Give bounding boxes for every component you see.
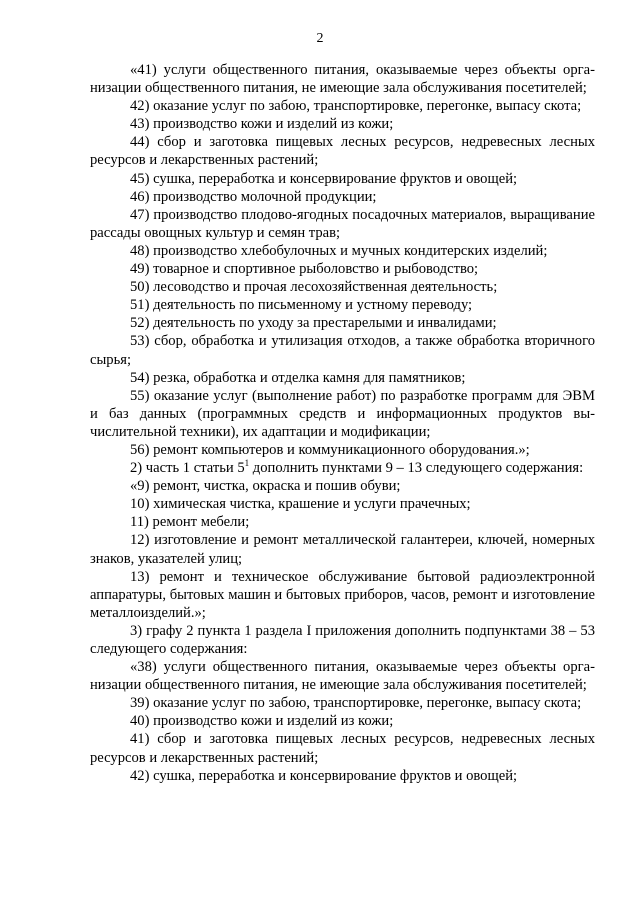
list-item: 12) изготовление и ремонт металлической галантереи, ключей, номерных знаков, указателей улиц; xyxy=(90,532,595,567)
list-item: «38) услуги общественного питания, оказываемые через объекты организации общественного питания, не имеющие зала обслуживания посетителей; xyxy=(90,659,595,694)
list-item: 46) производство молочной продукции; xyxy=(130,188,377,205)
list-item: 10) химическая чистка, крашение и услуги прачечных; xyxy=(130,496,471,513)
amendment-paragraph: 3) графу 2 пункта 1 раздела I приложения дополнить подпунктами 38 – 53 следующего содержания: xyxy=(90,622,595,657)
amendment-text-before: 2) часть 1 статьи 5 xyxy=(130,460,245,477)
list-item: 13) ремонт и техническое обслуживание бытовой радиоэлектронной аппаратуры, бытовых машин и бытовых приборов, часов, ремонт и изготовление металлоизделий.»; xyxy=(90,568,595,621)
list-item: 45) сушка, переработка и консервирование фруктов и овощей; xyxy=(130,170,518,187)
list-item: 42) сушка, переработка и консервирование фруктов и овощей; xyxy=(130,767,518,784)
list-item: 11) ремонт мебели; xyxy=(130,514,250,531)
list-item: 47) производство плодово-ягодных посадочных материалов, выращивание рассады овощных культур и семян трав; xyxy=(90,206,595,241)
list-item: 54) резка, обработка и отделка камня для памятников; xyxy=(130,369,466,386)
document-body xyxy=(90,61,595,785)
list-item: 41) сбор и заготовка пищевых лесных ресурсов, недревесных лесных ресурсов и лекарственных растений; xyxy=(90,731,595,766)
amendment-paragraph xyxy=(90,459,595,477)
list-item: 44) сбор и заготовка пищевых лесных ресурсов, недревесных лесных ресурсов и лекарственных растений; xyxy=(90,134,595,169)
list-item: 55) оказание услуг (выполнение работ) по разработке программ для ЭВМ и баз данных (программных средств и информационных продуктов вычислительной техники), их адаптации и модификации; xyxy=(90,387,595,440)
list-item: 53) сбор, обработка и утилизация отходов, а также обработка вторичного сырья; xyxy=(90,333,595,368)
list-item: «41) услуги общественного питания, оказываемые через объекты организации общественного питания, не имеющие зала обслуживания посетителей; xyxy=(90,62,595,97)
list-item: 56) ремонт компьютеров и коммуникационного оборудования.»; xyxy=(130,441,530,458)
list-item: «9) ремонт, чистка, окраска и пошив обуви; xyxy=(130,478,401,495)
list-item: 50) лесоводство и прочая лесохозяйственная деятельность; xyxy=(130,279,498,296)
list-item: 52) деятельность по уходу за престарелыми и инвалидами; xyxy=(130,315,497,332)
list-item: 42) оказание услуг по забою, транспортировке, перегонке, выпасу скота; xyxy=(130,98,582,115)
list-item: 48) производство хлебобулочных и мучных кондитерских изделий; xyxy=(130,242,548,259)
page-number: 2 xyxy=(316,31,324,46)
list-item: 39) оказание услуг по забою, транспортировке, перегонке, выпасу скота; xyxy=(130,695,582,712)
superscript: 1 xyxy=(244,458,250,469)
list-item: 43) производство кожи и изделий из кожи; xyxy=(130,116,394,133)
list-item: 40) производство кожи и изделий из кожи; xyxy=(130,713,394,730)
amendment-text-after: дополнить пунктами 9 – 13 следующего содержания: xyxy=(249,460,584,477)
list-item: 49) товарное и спортивное рыболовство и рыбоводство; xyxy=(130,261,479,278)
list-item: 51) деятельность по письменному и устному переводу; xyxy=(130,297,473,314)
